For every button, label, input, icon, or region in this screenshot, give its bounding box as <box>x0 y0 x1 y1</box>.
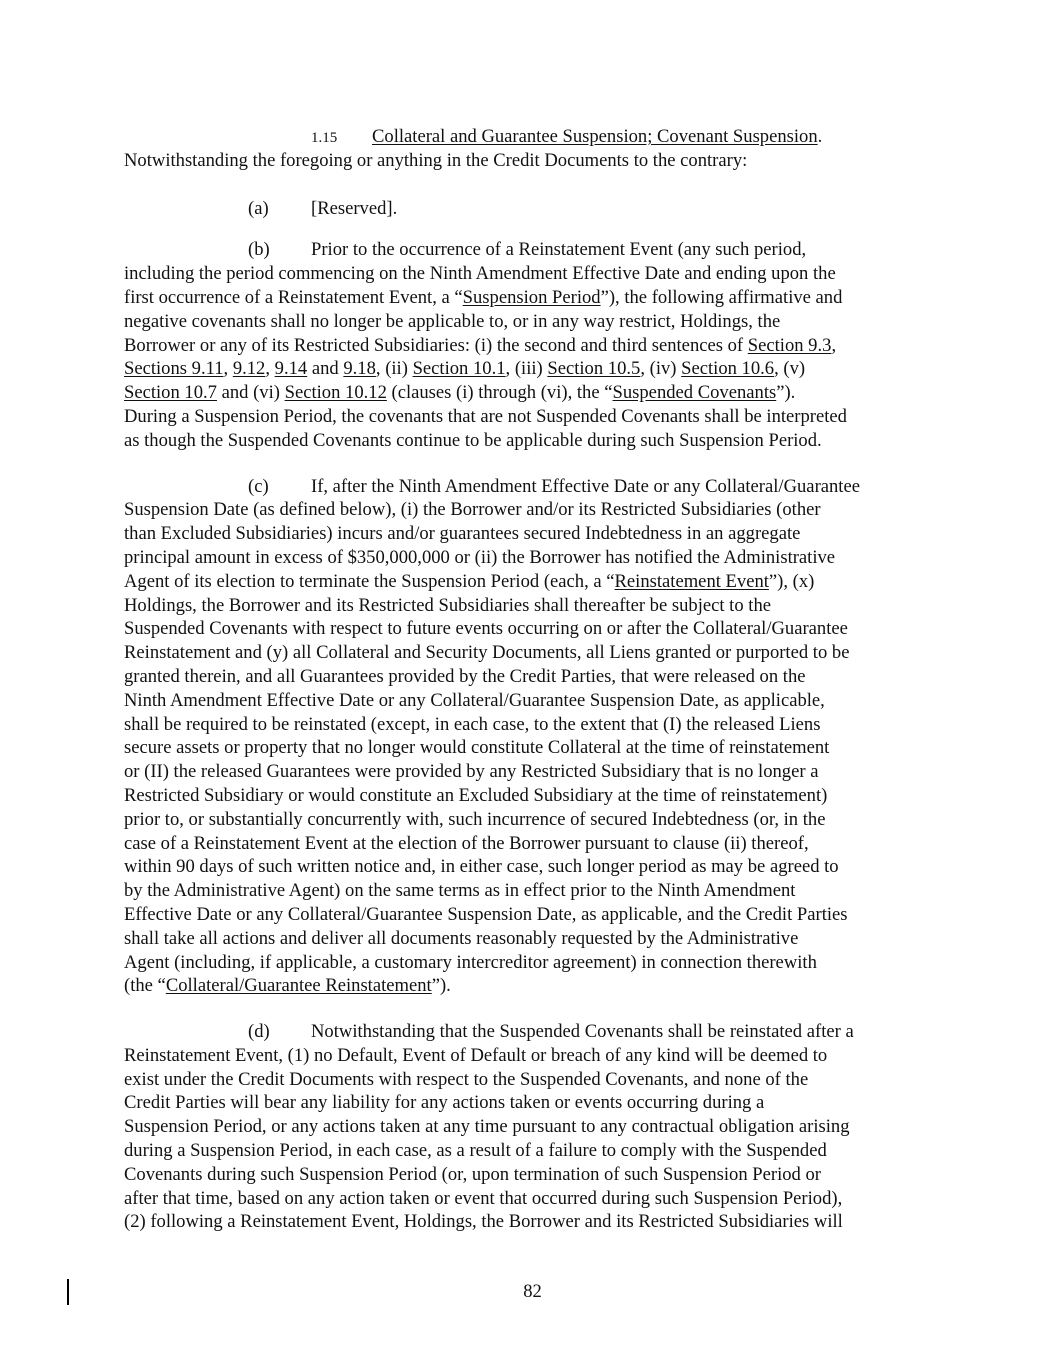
text-segment: shall be required to be reinstated (except, in each case, to the extent that (I) the released Liens <box>124 713 821 735</box>
text-segment: Notwithstanding that the Suspended Covenants shall be reinstated after a <box>311 1021 854 1043</box>
paragraph <box>124 1020 944 1234</box>
paragraph-label: (b) <box>248 239 270 261</box>
cross-reference: Section 10.1 <box>412 358 506 380</box>
text-line <box>124 475 944 499</box>
text-segment: and <box>307 358 344 380</box>
text-segment: Restricted Subsidiary or would constitute an Excluded Subsidiary at the time of reinstatement) <box>124 784 828 806</box>
text-segment: within 90 days of such written notice and, in either case, such longer period as may be agreed to <box>124 856 839 878</box>
text-segment: than Excluded Subsidiaries) incurs and/or guarantees secured Indebtedness in an aggregate <box>124 523 801 545</box>
text-segment: Holdings, the Borrower and its Restricted Subsidiaries shall thereafter be subject to the <box>124 594 772 616</box>
text-segment: , <box>831 334 837 356</box>
text-line <box>124 262 944 286</box>
text-line <box>124 879 944 903</box>
text-segment: Credit Parties will bear any liability for any actions taken or events occurring during a <box>124 1092 765 1114</box>
text-line <box>124 1091 944 1115</box>
text-segment: Effective Date or any Collateral/Guarantee Suspension Date, as applicable, and the Credit Parties <box>124 903 848 925</box>
text-segment: ”). <box>431 975 451 997</box>
text-line <box>124 1068 944 1092</box>
text-segment: ”), the following affirmative and <box>600 286 843 308</box>
text-segment: (the “ <box>124 975 166 997</box>
text-segment: (2) following a Reinstatement Event, Holdings, the Borrower and its Restricted Subsidiaries will <box>124 1211 843 1233</box>
text-segment: after that time, based on any action taken or event that occurred during such Suspension Period), <box>124 1187 843 1209</box>
cross-reference: Suspension Period <box>462 286 601 308</box>
text-segment: , (iii) <box>505 358 548 380</box>
cross-reference: 9.14 <box>274 358 308 380</box>
text-line <box>124 334 944 358</box>
text-segment: , (ii) <box>375 358 413 380</box>
cross-reference: Suspended Covenants <box>612 382 777 404</box>
text-segment: Agent of its election to terminate the Suspension Period (each, a “ <box>124 570 615 592</box>
text-segment: , (v) <box>774 358 806 380</box>
text-segment: Suspension Period, or any actions taken at any time pursuant to any contractual obligation arising <box>124 1116 850 1138</box>
text-segment: including the period commencing on the Ninth Amendment Effective Date and ending upon the <box>124 263 836 285</box>
text-segment: If, after the Ninth Amendment Effective Date or any Collateral/Guarantee <box>311 475 860 497</box>
text-line <box>124 689 944 713</box>
text-segment: Suspended Covenants with respect to future events occurring on or after the Collateral/Guarantee <box>124 618 848 640</box>
text-line <box>124 617 944 641</box>
cross-reference: Section 10.7 <box>124 382 217 404</box>
text-line <box>124 1115 944 1139</box>
text-line <box>124 429 944 453</box>
text-line <box>124 974 944 998</box>
text-segment: secure assets or property that no longer would constitute Collateral at the time of reinstatement <box>124 737 830 759</box>
intro-text: Notwithstanding the foregoing or anything in the Credit Documents to the contrary: <box>124 149 748 171</box>
cross-reference: Collateral/Guarantee Reinstatement <box>165 975 432 997</box>
paragraph-label: (a) <box>248 197 269 219</box>
cross-reference: Section 10.5 <box>547 358 641 380</box>
paragraph <box>124 197 944 221</box>
text-segment: and (vi) <box>216 382 285 404</box>
section-title: Collateral and Guarantee Suspension; Covenant Suspension <box>372 126 818 147</box>
text-segment: Reinstatement and (y) all Collateral and Security Documents, all Liens granted or purported to be <box>124 642 850 664</box>
page-number: 82 <box>523 1281 542 1302</box>
text-line <box>124 570 944 594</box>
cross-reference: Sections 9.11 <box>124 358 224 380</box>
text-line <box>124 855 944 879</box>
text-segment: as though the Suspended Covenants continue to be applicable during such Suspension Period. <box>124 429 822 451</box>
text-line <box>124 197 944 221</box>
text-line <box>124 310 944 334</box>
paragraph-label: (c) <box>248 475 269 497</box>
section-heading <box>124 125 944 149</box>
text-segment: [Reserved]. <box>311 197 398 219</box>
text-line <box>124 1139 944 1163</box>
text-segment: Covenants during such Suspension Period (or, upon termination of such Suspension Period or <box>124 1163 821 1185</box>
document-body <box>124 125 944 1234</box>
text-segment: or (II) the released Guarantees were provided by any Restricted Subsidiary that is no longer a <box>124 761 819 783</box>
text-segment: (clauses (i) through (vi), the “ <box>386 382 613 404</box>
text-segment: Ninth Amendment Effective Date or any Collateral/Guarantee Suspension Date, as applicable, <box>124 689 825 711</box>
text-segment: ”). <box>776 382 796 404</box>
text-line <box>124 546 944 570</box>
paragraph <box>124 238 944 452</box>
text-line <box>124 832 944 856</box>
text-segment: Reinstatement Event, (1) no Default, Event of Default or breach of any kind will be deemed to <box>124 1044 828 1066</box>
text-segment: prior to, or substantially concurrently with, such incurrence of secured Indebtedness (or, in the <box>124 808 826 830</box>
text-segment: principal amount in excess of $350,000,000 or (ii) the Borrower has notified the Administrative <box>124 546 836 568</box>
text-line <box>124 522 944 546</box>
text-segment: negative covenants shall no longer be applicable to, or in any way restrict, Holdings, the <box>124 310 781 332</box>
text-segment: Agent (including, if applicable, a customary intercreditor agreement) in connection therewith <box>124 951 817 973</box>
text-line <box>124 665 944 689</box>
text-segment: case of a Reinstatement Event at the election of the Borrower pursuant to clause (ii) thereof, <box>124 832 809 854</box>
text-line <box>124 238 944 262</box>
text-line <box>124 357 944 381</box>
text-segment: , <box>223 358 233 380</box>
text-line <box>124 951 944 975</box>
text-line <box>124 736 944 760</box>
cross-reference: Section 10.12 <box>284 382 387 404</box>
text-line <box>124 1044 944 1068</box>
cross-reference: Section 10.6 <box>681 358 775 380</box>
text-segment: first occurrence of a Reinstatement Event, a “ <box>124 286 463 308</box>
text-line <box>124 760 944 784</box>
text-line <box>124 381 944 405</box>
paragraphs <box>124 197 944 1235</box>
text-segment: shall take all actions and deliver all documents reasonably requested by the Administrative <box>124 927 799 949</box>
text-line <box>124 1020 944 1044</box>
text-line <box>124 808 944 832</box>
text-segment: Suspension Date (as defined below), (i) the Borrower and/or its Restricted Subsidiaries (other <box>124 499 821 521</box>
text-segment: granted therein, and all Guarantees provided by the Credit Parties, that were released on the <box>124 665 806 687</box>
text-line <box>124 405 944 429</box>
cross-reference: 9.18 <box>343 358 376 380</box>
text-line <box>124 498 944 522</box>
cross-reference: Section 9.3 <box>747 334 832 356</box>
text-segment: during a Suspension Period, in each case, as a result of a failure to comply with the Suspended <box>124 1140 827 1162</box>
text-line <box>124 1187 944 1211</box>
text-line <box>124 594 944 618</box>
text-segment: Borrower or any of its Restricted Subsidiaries: (i) the second and third sentences of <box>124 334 748 356</box>
cross-reference: 9.12 <box>232 358 266 380</box>
text-segment: Prior to the occurrence of a Reinstatement Event (any such period, <box>311 239 807 261</box>
change-bar <box>67 1279 69 1305</box>
text-segment: , <box>265 358 275 380</box>
text-line <box>124 903 944 927</box>
text-line <box>124 784 944 808</box>
text-segment: , (iv) <box>640 358 682 380</box>
text-line <box>124 1210 944 1234</box>
heading-punct: . <box>817 126 823 147</box>
text-line <box>124 641 944 665</box>
paragraph-label: (d) <box>248 1021 270 1043</box>
paragraph <box>124 475 944 999</box>
text-segment: During a Suspension Period, the covenants that are not Suspended Covenants shall be interpreted <box>124 405 847 427</box>
text-segment: ”), (x) <box>768 570 815 592</box>
text-segment: exist under the Credit Documents with respect to the Suspended Covenants, and none of the <box>124 1068 809 1090</box>
text-line <box>124 927 944 951</box>
text-line <box>124 1163 944 1187</box>
cross-reference: Reinstatement Event <box>614 570 769 592</box>
text-line <box>124 713 944 737</box>
section-number: 1.15 <box>311 130 338 146</box>
text-segment: by the Administrative Agent) on the same terms as in effect prior to the Ninth Amendment <box>124 880 796 902</box>
text-line <box>124 286 944 310</box>
